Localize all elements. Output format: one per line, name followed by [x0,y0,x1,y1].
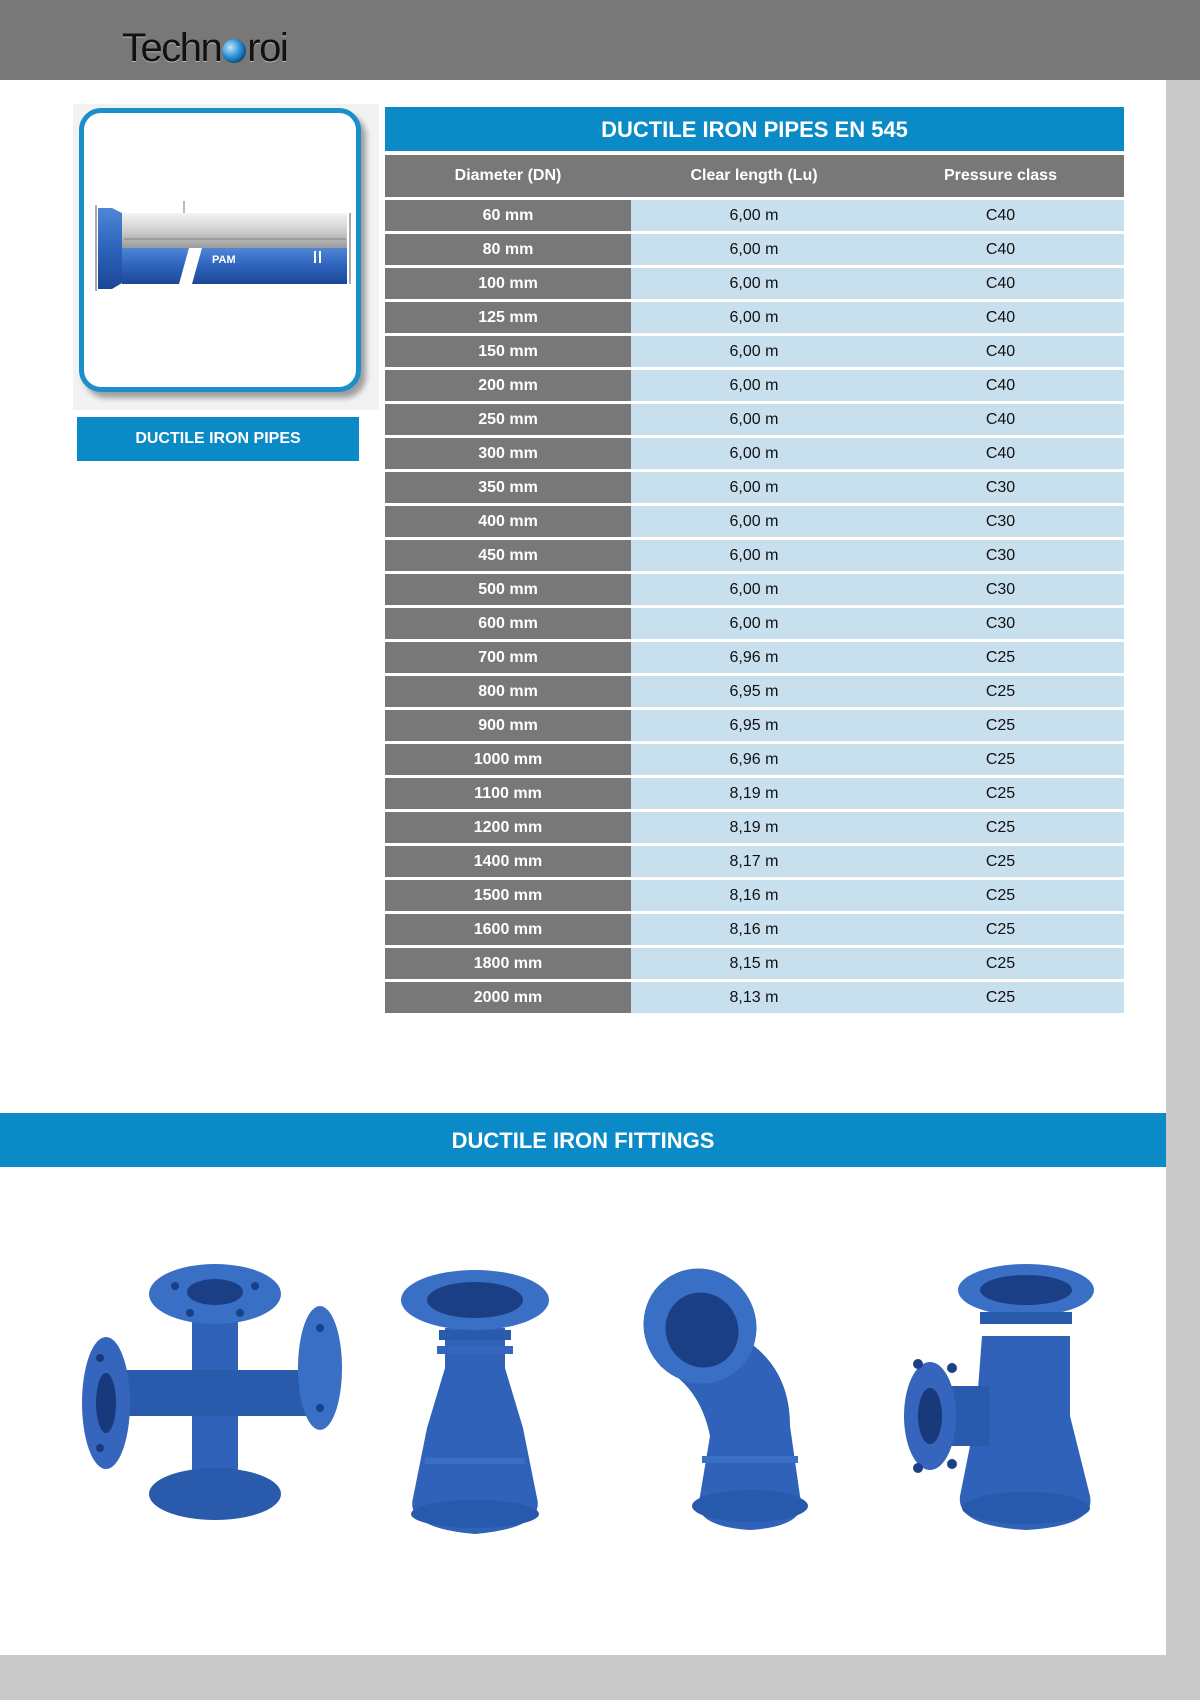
cell-clear-length: 8,17 m [631,846,877,877]
cell-clear-length: 6,96 m [631,744,877,775]
socket-tee-icon [900,1256,1120,1536]
cell-diameter: 1100 mm [385,778,631,809]
cell-clear-length: 8,13 m [631,982,877,1013]
right-rail [1166,80,1200,1700]
cell-clear-length: 6,00 m [631,608,877,639]
table-row [385,710,1124,741]
cell-clear-length: 6,00 m [631,540,877,571]
cell-clear-length: 6,00 m [631,472,877,503]
cell-pressure-class: C25 [877,642,1124,673]
svg-text:PAM: PAM [212,254,236,266]
globe-icon [222,39,246,63]
cell-diameter: 125 mm [385,302,631,333]
cell-diameter: 350 mm [385,472,631,503]
table-row [385,778,1124,809]
cell-diameter: 250 mm [385,404,631,435]
table-body [385,200,1124,1013]
cell-diameter: 1500 mm [385,880,631,911]
cell-diameter: 150 mm [385,336,631,367]
cell-pressure-class: C25 [877,676,1124,707]
cell-clear-length: 8,19 m [631,778,877,809]
header-clear-length: Clear length (Lu) [690,167,818,184]
cell-diameter: 1600 mm [385,914,631,945]
cell-clear-length: 6,96 m [631,642,877,673]
flanged-cross-icon [80,1258,350,1528]
cell-diameter: 1400 mm [385,846,631,877]
socket-reducer-icon [395,1258,555,1538]
pipe-image-card [73,104,379,410]
cell-pressure-class: C30 [877,574,1124,605]
cell-diameter: 600 mm [385,608,631,639]
cell-clear-length: 6,00 m [631,404,877,435]
cell-pressure-class: C30 [877,608,1124,639]
cell-clear-length: 6,95 m [631,710,877,741]
cell-clear-length: 6,00 m [631,574,877,605]
table-row [385,540,1124,571]
socket-bend-icon [640,1256,850,1536]
cell-diameter: 2000 mm [385,982,631,1013]
cell-pressure-class: C40 [877,404,1124,435]
table-row [385,200,1124,231]
cell-pressure-class: C40 [877,234,1124,265]
cell-pressure-class: C25 [877,812,1124,843]
cell-clear-length: 6,00 m [631,370,877,401]
cell-pressure-class: C40 [877,438,1124,469]
cell-pressure-class: C40 [877,200,1124,231]
cell-clear-length: 6,00 m [631,268,877,299]
cell-clear-length: 8,15 m [631,948,877,979]
cell-diameter: 400 mm [385,506,631,537]
cell-pressure-class: C25 [877,744,1124,775]
cell-diameter: 100 mm [385,268,631,299]
cell-diameter: 80 mm [385,234,631,265]
cell-clear-length: 8,19 m [631,812,877,843]
table-row [385,404,1124,435]
cell-clear-length: 8,16 m [631,914,877,945]
cell-pressure-class: C30 [877,506,1124,537]
pipe-icon [84,113,356,387]
table-row [385,336,1124,367]
table-row [385,676,1124,707]
cell-pressure-class: C25 [877,914,1124,945]
table-row [385,744,1124,775]
table-row [385,234,1124,265]
cell-diameter: 60 mm [385,200,631,231]
cell-diameter: 200 mm [385,370,631,401]
table-title: DUCTILE IRON PIPES EN 545 [385,107,1124,151]
cell-diameter: 300 mm [385,438,631,469]
table-row [385,506,1124,537]
header-diameter: Diameter (DN) [454,167,562,184]
table-row [385,574,1124,605]
cell-diameter: 1800 mm [385,948,631,979]
ductile-iron-fittings-title: DUCTILE IRON FITTINGS [0,1113,1166,1167]
brand-logo: Techn roi [122,26,288,70]
table-header-row [385,155,1124,197]
table-row [385,472,1124,503]
table-row [385,812,1124,843]
header-pressure-class: Pressure class [944,167,1057,184]
cell-pressure-class: C40 [877,302,1124,333]
table-row [385,982,1124,1013]
cell-clear-length: 6,00 m [631,438,877,469]
cell-pressure-class: C25 [877,778,1124,809]
table-row [385,880,1124,911]
cell-clear-length: 6,00 m [631,336,877,367]
cell-pressure-class: C25 [877,948,1124,979]
cell-pressure-class: C25 [877,982,1124,1013]
ductile-iron-pipe-image [79,108,361,392]
cell-pressure-class: C25 [877,846,1124,877]
ductile-iron-pipes-label: DUCTILE IRON PIPES [77,417,359,461]
cell-diameter: 900 mm [385,710,631,741]
table-row [385,914,1124,945]
table-row [385,608,1124,639]
cell-diameter: 450 mm [385,540,631,571]
table-row [385,642,1124,673]
bottom-bar [0,1655,1166,1700]
cell-diameter: 700 mm [385,642,631,673]
cell-clear-length: 6,00 m [631,302,877,333]
cell-diameter: 1200 mm [385,812,631,843]
table-row [385,948,1124,979]
cell-clear-length: 8,16 m [631,880,877,911]
cell-pressure-class: C25 [877,710,1124,741]
cell-clear-length: 6,00 m [631,234,877,265]
cell-diameter: 1000 mm [385,744,631,775]
cell-diameter: 500 mm [385,574,631,605]
cell-pressure-class: C40 [877,370,1124,401]
cell-clear-length: 6,00 m [631,200,877,231]
cell-pressure-class: C40 [877,268,1124,299]
table-row [385,438,1124,469]
table-row [385,370,1124,401]
cell-pressure-class: C30 [877,472,1124,503]
pipes-spec-table [385,107,1124,1016]
cell-clear-length: 6,00 m [631,506,877,537]
cell-clear-length: 6,95 m [631,676,877,707]
cell-pressure-class: C25 [877,880,1124,911]
table-row [385,302,1124,333]
cell-diameter: 800 mm [385,676,631,707]
table-row [385,846,1124,877]
table-row [385,268,1124,299]
cell-pressure-class: C30 [877,540,1124,571]
cell-pressure-class: C40 [877,336,1124,367]
